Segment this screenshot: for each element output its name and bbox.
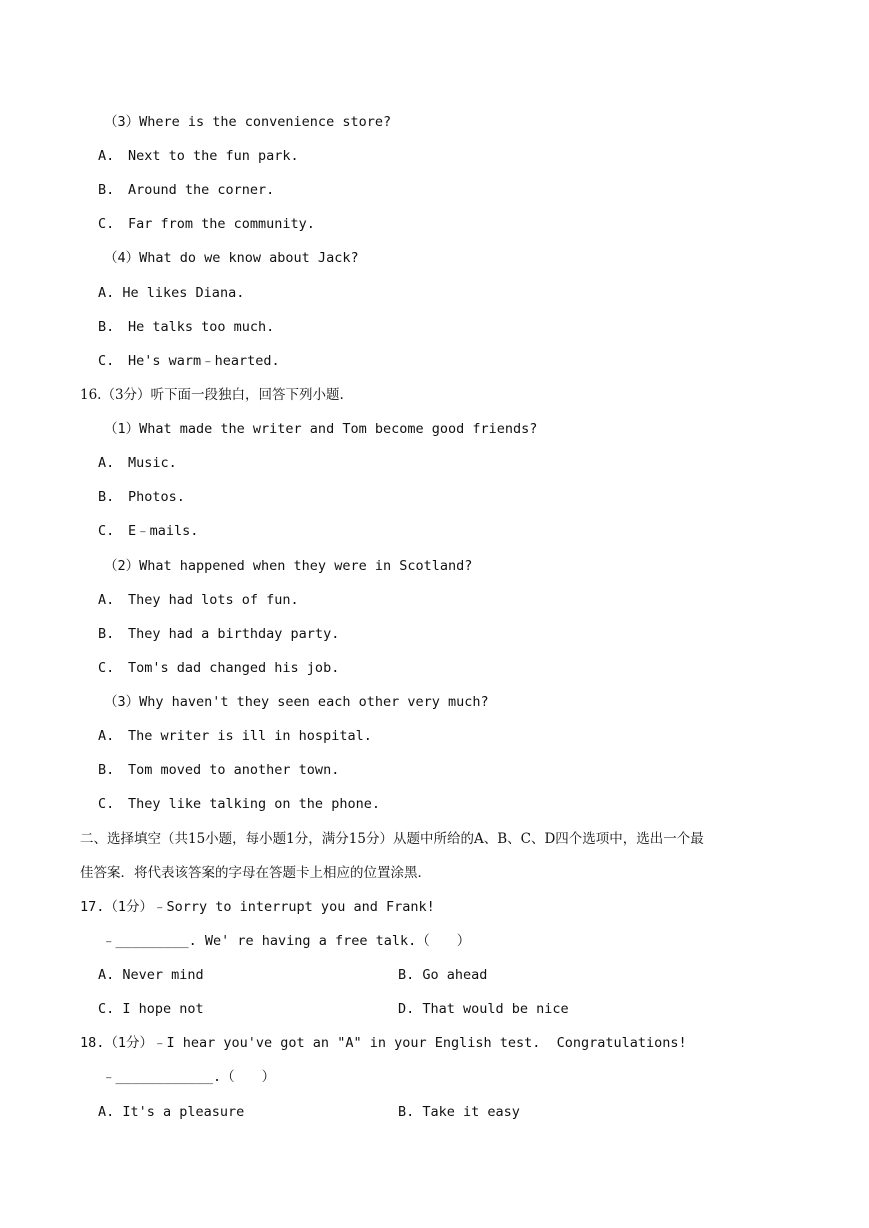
q16-sub1-option-c: C. E﹣mails. xyxy=(98,523,199,539)
q16-sub1-question: （1）What made the writer and Tom become good friends? xyxy=(104,421,538,437)
q17-option-c: C. I hope not xyxy=(98,1001,204,1017)
q15-sub4-option-b: B. He talks too much. xyxy=(98,319,275,335)
q15-sub3-option-a: A. Next to the fun park. xyxy=(98,148,299,164)
q16-sub2-option-c: C. Tom's dad changed his job. xyxy=(98,660,340,676)
q15-sub4-option-a: A. He likes Diana. xyxy=(98,285,245,301)
q16-sub1-option-b: B. Photos. xyxy=(98,489,185,505)
q17-option-d: D. That would be nice xyxy=(398,1001,569,1017)
q16-sub3-option-a: A. The writer is ill in hospital. xyxy=(98,728,372,744)
q17-option-a: A. Never mind xyxy=(98,967,204,983)
q17-blank-line: ﹣_________. We' re having a free talk.（ ） xyxy=(102,933,471,949)
q16-sub2-question: （2）What happened when they were in Scotland? xyxy=(104,558,473,574)
section2-instructions-line1: 二、选择填空（共15小题，每小题1分，满分15分）从题中所给的A、B、C、D四个选项中，选出一个最 xyxy=(80,831,704,847)
q16-sub2-option-b: B. They had a birthday party. xyxy=(98,626,340,642)
q18-header: 18.（1分）﹣I hear you've got an "A" in your English test. Congratulations! xyxy=(80,1035,687,1051)
q18-option-a: A. It's a pleasure xyxy=(98,1104,245,1120)
q15-sub4-option-c: C. He's warm﹣hearted. xyxy=(98,353,280,369)
q18-option-b: B. Take it easy xyxy=(398,1104,520,1120)
q16-sub1-option-a: A. Music. xyxy=(98,455,177,471)
q16-sub3-option-c: C. They like talking on the phone. xyxy=(98,796,380,812)
q18-blank-line: ﹣____________.（ ） xyxy=(102,1069,276,1085)
q15-sub3-option-b: B. Around the corner. xyxy=(98,182,275,198)
q16-sub3-option-b: B. Tom moved to another town. xyxy=(98,762,340,778)
q15-sub4-question: （4）What do we know about Jack? xyxy=(104,250,359,266)
q17-option-b: B. Go ahead xyxy=(398,967,488,983)
q16-sub3-question: （3）Why haven't they seen each other very much? xyxy=(104,694,489,710)
q16-header: 16.（3分）听下面一段独白，回答下列小题. xyxy=(80,387,344,403)
q15-sub3-option-c: C. Far from the community. xyxy=(98,216,315,232)
q15-sub3-question: （3）Where is the convenience store? xyxy=(104,114,392,130)
q17-header: 17.（1分）﹣Sorry to interrupt you and Frank! xyxy=(80,899,435,915)
q16-sub2-option-a: A. They had lots of fun. xyxy=(98,592,299,608)
section2-instructions-line2: 佳答案．将代表该答案的字母在答题卡上相应的位置涂黑． xyxy=(80,865,431,881)
